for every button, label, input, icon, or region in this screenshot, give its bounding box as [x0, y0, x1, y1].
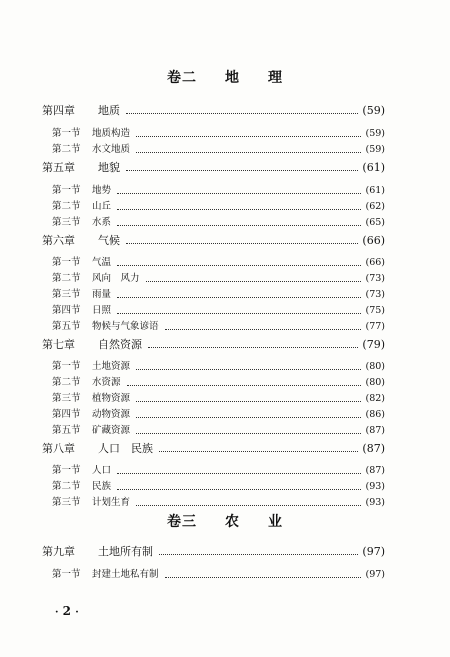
section-entry	[0, 407, 450, 423]
chapter-entry	[0, 544, 450, 560]
section-entry	[0, 567, 450, 583]
section-title: 水资源	[92, 377, 121, 388]
section-entry	[0, 255, 450, 271]
section-entry	[0, 303, 450, 319]
leader-dots	[117, 312, 361, 314]
section-label: 第二节	[52, 273, 81, 284]
section-title: 物候与气象谚语	[92, 321, 159, 332]
section-label: 第三节	[52, 393, 81, 404]
leader-dots	[136, 151, 361, 153]
leader-dots	[117, 208, 361, 210]
section-entry	[0, 495, 450, 511]
chapter-entry	[0, 337, 450, 353]
chapter-title: 气候	[98, 234, 120, 247]
section-title: 植物资源	[92, 393, 131, 404]
section-label: 第二节	[52, 201, 81, 212]
section-entry	[0, 319, 450, 335]
chapter-title: 地质	[98, 104, 120, 117]
leader-dots	[136, 368, 361, 370]
chapter-entry	[0, 103, 450, 119]
section-entry	[0, 423, 450, 439]
section-title: 山丘	[92, 201, 112, 212]
volume-title	[0, 67, 450, 87]
leader-dots	[165, 328, 361, 330]
chapter-title: 土地所有制	[98, 545, 153, 558]
page-ref: (86)	[365, 409, 385, 420]
volume-number: 卷三	[167, 514, 197, 530]
section-label: 第二节	[52, 377, 81, 388]
section-title: 动物资源	[92, 409, 131, 420]
chapter-title: 自然资源	[98, 338, 142, 351]
leader-dots	[136, 135, 361, 137]
leader-dots	[126, 112, 358, 114]
section-title: 土地资源	[92, 361, 131, 372]
chapter-title: 地貌	[98, 161, 120, 174]
section-title: 人口	[92, 465, 112, 476]
section-entry	[0, 375, 450, 391]
leader-dots	[117, 264, 361, 266]
leader-dots	[136, 504, 361, 506]
section-title: 气温	[92, 257, 112, 268]
section-label: 第四节	[52, 305, 81, 316]
leader-dots	[117, 488, 361, 490]
leader-dots	[165, 576, 361, 578]
section-label: 第三节	[52, 217, 81, 228]
section-title: 地势	[92, 185, 112, 196]
leader-dots	[126, 242, 358, 244]
leader-dots	[146, 280, 361, 282]
section-label: 第五节	[52, 425, 81, 436]
page-ref: (87)	[365, 425, 385, 436]
page-ref: (65)	[365, 217, 385, 228]
section-entry	[0, 199, 450, 215]
section-label: 第三节	[52, 497, 81, 508]
page-ref: (73)	[365, 289, 385, 300]
section-entry	[0, 391, 450, 407]
section-title: 封建土地私有制	[92, 569, 159, 580]
section-entry	[0, 287, 450, 303]
section-entry	[0, 463, 450, 479]
section-entry	[0, 183, 450, 199]
section-title: 计划生育	[92, 497, 131, 508]
section-title: 水系	[92, 217, 112, 228]
page-ref: (79)	[362, 338, 385, 351]
leader-dots	[136, 432, 361, 434]
section-label: 第五节	[52, 321, 81, 332]
section-title: 水文地质	[92, 144, 131, 155]
chapter-label: 第六章	[42, 234, 75, 247]
leader-dots	[126, 169, 358, 171]
leader-dots	[159, 553, 358, 555]
section-entry	[0, 126, 450, 142]
section-entry	[0, 271, 450, 287]
volume-name-part: 业	[268, 514, 283, 530]
page-ref: (66)	[365, 257, 385, 268]
page-ref: (80)	[365, 361, 385, 372]
volume-name-part: 农	[225, 514, 240, 530]
leader-dots	[117, 296, 361, 298]
leader-dots	[136, 416, 361, 418]
page-ref: (66)	[362, 234, 385, 247]
page-ref: (59)	[365, 144, 385, 155]
section-label: 第一节	[52, 465, 81, 476]
leader-dots	[117, 472, 361, 474]
leader-dots	[117, 192, 361, 194]
page-ref: (59)	[365, 128, 385, 139]
leader-dots	[136, 400, 361, 402]
section-label: 第一节	[52, 185, 81, 196]
chapter-title: 人口 民族	[98, 442, 153, 455]
page-ref: (61)	[365, 185, 385, 196]
section-label: 第一节	[52, 569, 81, 580]
section-label: 第一节	[52, 128, 81, 139]
page-ref: (59)	[362, 104, 385, 117]
section-title: 日照	[92, 305, 112, 316]
page-ref: (87)	[365, 465, 385, 476]
page-ref: (93)	[365, 481, 385, 492]
section-entry	[0, 359, 450, 375]
chapter-label: 第七章	[42, 338, 75, 351]
chapter-entry	[0, 441, 450, 457]
chapter-label: 第八章	[42, 442, 75, 455]
section-entry	[0, 215, 450, 231]
page-ref: (73)	[365, 273, 385, 284]
page-ref: (62)	[365, 201, 385, 212]
page-ref: (80)	[365, 377, 385, 388]
page-ref: (93)	[365, 497, 385, 508]
section-label: 第一节	[52, 361, 81, 372]
volume-number: 卷二	[167, 70, 197, 86]
section-title: 雨量	[92, 289, 112, 300]
page-ref: (97)	[362, 545, 385, 558]
leader-dots	[148, 346, 358, 348]
leader-dots	[117, 224, 361, 226]
section-entry	[0, 479, 450, 495]
section-label: 第三节	[52, 289, 81, 300]
volume-title	[0, 511, 450, 531]
page-number-value: 2	[62, 604, 72, 618]
chapter-label: 第五章	[42, 161, 75, 174]
section-entry	[0, 142, 450, 158]
page-ref: (87)	[362, 442, 385, 455]
section-title: 风向 风力	[92, 273, 140, 284]
volume-name-part: 地	[225, 70, 240, 86]
chapter-entry	[0, 233, 450, 249]
page-ref: (82)	[365, 393, 385, 404]
chapter-entry	[0, 160, 450, 176]
page-ref: (97)	[365, 569, 385, 580]
section-title: 地质构造	[92, 128, 131, 139]
leader-dots	[127, 384, 361, 386]
chapter-label: 第四章	[42, 104, 75, 117]
section-label: 第四节	[52, 409, 81, 420]
section-title: 矿藏资源	[92, 425, 131, 436]
section-label: 第一节	[52, 257, 81, 268]
leader-dots	[159, 450, 358, 452]
section-title: 民族	[92, 481, 112, 492]
section-label: 第二节	[52, 144, 81, 155]
volume-name-part: 理	[268, 70, 283, 86]
page-ref: (75)	[365, 305, 385, 316]
page-ref: (77)	[365, 321, 385, 332]
page-number: · 2 ·	[55, 604, 79, 618]
chapter-label: 第九章	[42, 545, 75, 558]
page-ref: (61)	[362, 161, 385, 174]
section-label: 第二节	[52, 481, 81, 492]
